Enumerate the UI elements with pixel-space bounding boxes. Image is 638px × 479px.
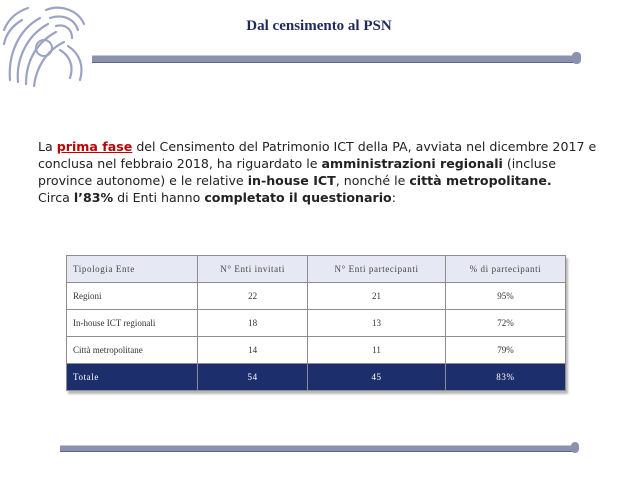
text-segment: Circa xyxy=(38,190,74,205)
text-segment: , nonché le xyxy=(335,173,410,188)
table-cell: 21 xyxy=(308,283,446,310)
table-cell: In-house ICT regionali xyxy=(67,310,198,337)
bold-completato-questionario: completato il questionario xyxy=(204,190,392,205)
table-row xyxy=(67,283,566,310)
bold-amministrazioni-regionali: amministrazioni regionali xyxy=(321,156,503,171)
table-row xyxy=(67,310,566,337)
header-divider xyxy=(92,55,580,63)
table-cell: Città metropolitane xyxy=(67,337,198,364)
text-segment: La xyxy=(38,139,57,154)
footer-divider-cap xyxy=(571,442,579,453)
table-cell: 72% xyxy=(445,310,565,337)
bold-citta-metropolitane: città metropolitane. xyxy=(409,173,552,188)
table-cell: 11 xyxy=(308,337,446,364)
total-percentuale: 83% xyxy=(445,364,565,391)
table-total-row xyxy=(67,364,566,391)
total-partecipanti: 45 xyxy=(308,364,446,391)
table-header-row xyxy=(67,256,566,283)
col-header-tipologia: Tipologia Ente xyxy=(67,256,198,283)
participation-table xyxy=(66,255,566,391)
text-segment: di Enti hanno xyxy=(113,190,205,205)
bold-83-percent: l’83% xyxy=(73,190,114,205)
total-invitati: 54 xyxy=(198,364,308,391)
total-label: Totale xyxy=(67,364,198,391)
table-cell: 13 xyxy=(308,310,446,337)
table-row xyxy=(67,337,566,364)
table-cell: 95% xyxy=(445,283,565,310)
col-header-percentuale: % di partecipanti xyxy=(445,256,565,283)
table-cell: Regioni xyxy=(67,283,198,310)
col-header-partecipanti: N° Enti partecipanti xyxy=(308,256,446,283)
table-cell: 79% xyxy=(445,337,565,364)
table-cell: 22 xyxy=(198,283,308,310)
text-segment: : xyxy=(391,190,396,205)
footer-divider xyxy=(60,445,576,452)
text-segment: del Censimento del Patrimonio ICT della PA, avviata nel dicembre 2017 e conclusa nel febbraio 2018, ha riguardato le xyxy=(38,139,597,171)
col-header-invitati: N° Enti invitati xyxy=(198,256,308,283)
header-divider-cap xyxy=(572,52,581,64)
table-cell: 18 xyxy=(198,310,308,337)
table-cell: 14 xyxy=(198,337,308,364)
winged-lion-logo-icon xyxy=(0,0,92,90)
highlight-prima-fase: prima fase xyxy=(56,139,133,154)
bold-in-house-ict: in-house ICT xyxy=(247,173,336,188)
page-title: Dal censimento al PSN xyxy=(246,18,392,34)
text-segment: (incluse province autonome) e le relative xyxy=(38,156,556,188)
intro-paragraph xyxy=(38,138,608,206)
